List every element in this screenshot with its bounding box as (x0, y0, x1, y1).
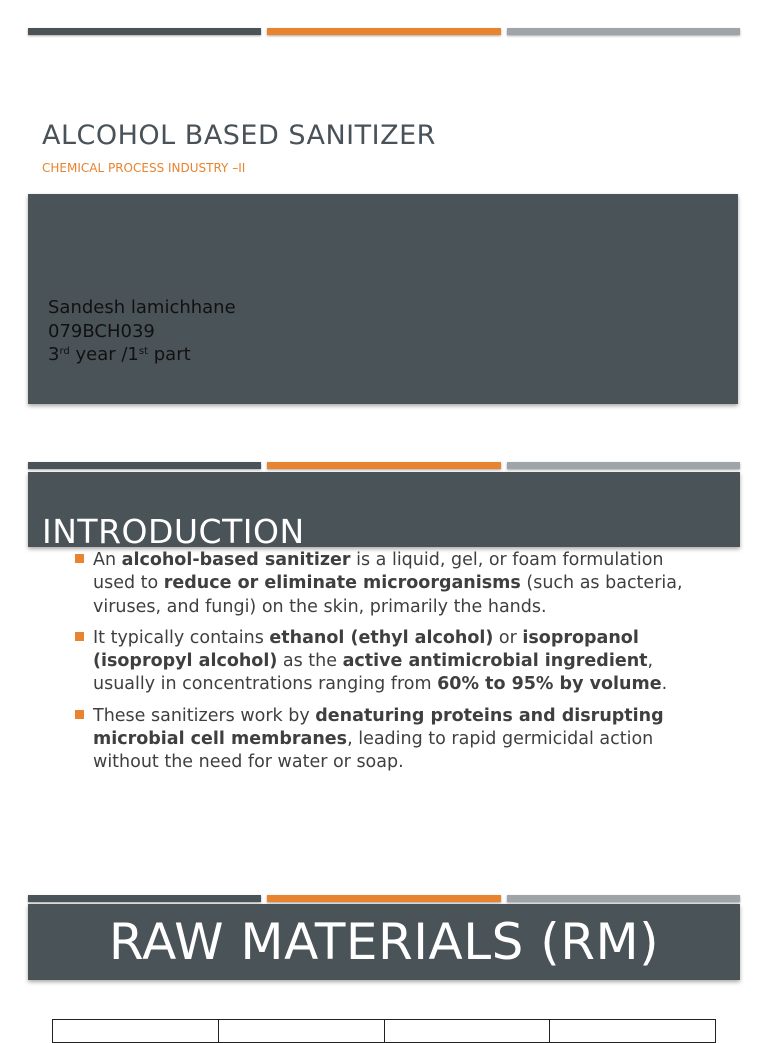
part-suffix: st (138, 346, 149, 357)
list-item (75, 549, 705, 619)
square-bullet-icon (75, 710, 84, 719)
bullet-text: , usually in concentrations ranging from (93, 651, 654, 695)
bullet-text: . (661, 674, 668, 695)
year-number: 3 (48, 344, 60, 365)
author-info-lines (48, 296, 236, 367)
slide1-subtitle: CHEMICAL PROCESS INDUSTRY –II (42, 161, 246, 175)
table-cell (384, 1020, 550, 1043)
bullet-text: , leading to rapid germicidal action without the need for water or soap. (93, 729, 654, 773)
accent-segment-dark (28, 895, 261, 902)
author-info-box (28, 194, 738, 404)
accent-segment-dark (28, 28, 261, 35)
accent-segment-orange (267, 895, 500, 902)
accent-segment-orange (267, 462, 500, 469)
bullet-bold-text: 60% to 95% by volume (437, 674, 662, 695)
roll-number: 079BCH039 (48, 320, 155, 342)
accent-segment-gray (507, 895, 740, 902)
list-item (75, 705, 705, 775)
accent-segment-gray (507, 462, 740, 469)
table-cell (550, 1020, 716, 1043)
slide2-accent-bar (28, 462, 740, 469)
bullet-text: as the (277, 651, 343, 672)
year-suffix: rd (59, 346, 70, 357)
square-bullet-icon (75, 554, 84, 563)
bullet-text: These sanitizers work by (93, 705, 316, 726)
table-row (53, 1020, 716, 1043)
bullet-text: (such as bacteria, viruses, and fungi) on the skin, primarily the hands. (93, 573, 683, 617)
accent-segment-gray (507, 28, 740, 35)
bullet-bold-text: reduce or eliminate microorganisms (163, 573, 521, 594)
list-item (75, 627, 705, 697)
accent-segment-dark (28, 462, 261, 469)
intro-bullet-list (75, 549, 705, 783)
intro-title: INTRODUCTION (42, 512, 305, 551)
bullet-text: is a liquid, gel, or foam formulation used to (93, 550, 664, 594)
slide1-title: ALCOHOL BASED SANITIZER (42, 120, 436, 151)
bullet-text: It typically contains (93, 627, 270, 648)
part-text: part (148, 344, 191, 365)
bullet-text: An (93, 550, 122, 570)
raw-materials-table (52, 1019, 716, 1043)
year-part (48, 343, 236, 367)
bullet-bold-text: denaturing proteins and disrupting microbial cell membranes (93, 705, 664, 750)
raw-materials-title: RAW MATERIALS (RM) (108, 913, 660, 971)
slide3-accent-bar (28, 895, 740, 902)
bullet-bold-text: isopropanol (isopropyl alcohol) (93, 627, 639, 672)
author-name: Sandesh lamichhane (48, 297, 236, 318)
table-cell (53, 1020, 219, 1043)
bullet-text: or (493, 627, 523, 648)
bullet-bold-text: ethanol (ethyl alcohol) (269, 627, 494, 648)
year-text: year /1 (69, 344, 139, 365)
bullet-bold-text: active antimicrobial ingredient (342, 651, 648, 672)
accent-segment-orange (267, 28, 500, 35)
table-cell (218, 1020, 384, 1043)
raw-materials-header-panel (28, 904, 740, 980)
bullet-bold-text: alcohol-based sanitizer (121, 550, 351, 570)
slide1-accent-bar (28, 28, 740, 35)
square-bullet-icon (75, 632, 84, 641)
